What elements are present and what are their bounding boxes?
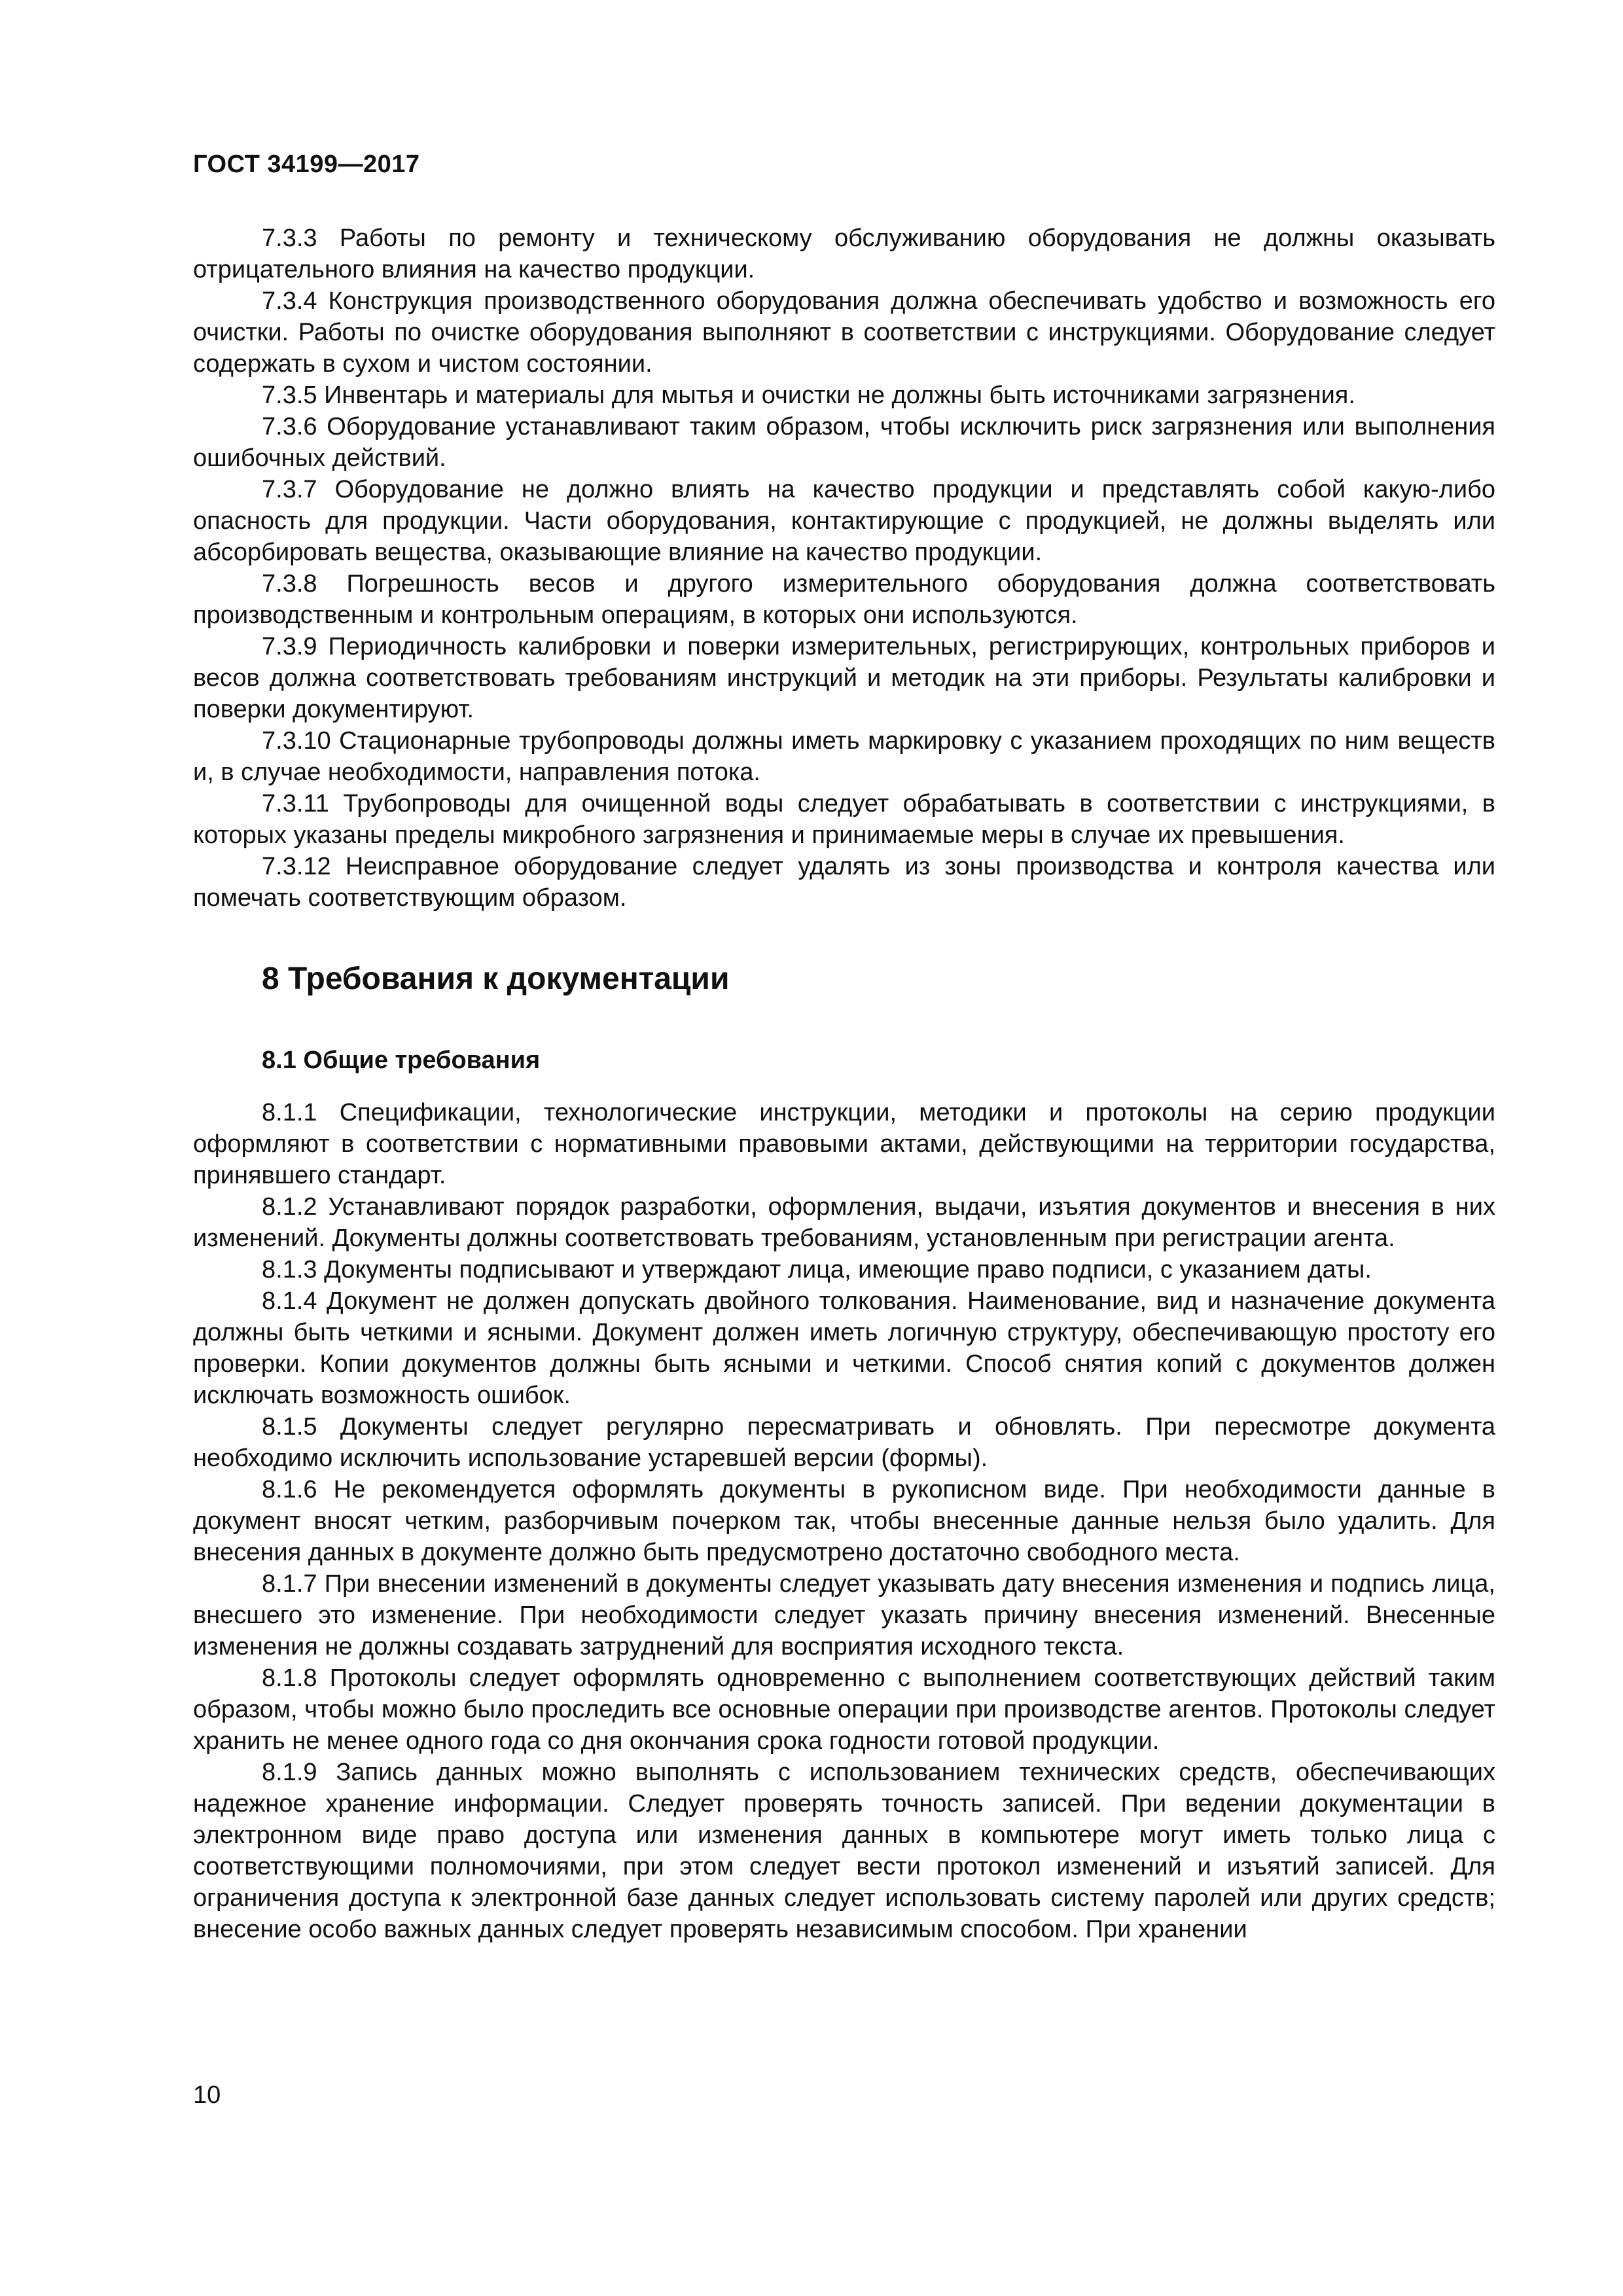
paragraph-7-3-8: 7.3.8 Погрешность весов и другого измерительного оборудования должна соответствовать производственным и контрольным операциям, в которых они используются. [193,570,1495,629]
subsection-heading-8-1: 8.1 Общие требования [262,1047,541,1074]
paragraph-7-3-5: 7.3.5 Инвентарь и материалы для мытья и очистки не должны быть источниками загрязнения. [262,382,1355,409]
paragraph-8-1-4: 8.1.4 Документ не должен допускать двойного толкования. Наименование, вид и назначение документа должны быть четкими и ясными. Документ должен иметь логичную структуру, обеспечивающую простоту его проверки. Копии документов должны быть ясными и четкими. Способ снятия копий с документов должен исключать возможность ошибок. [193,1287,1495,1409]
paragraph-7-3-11: 7.3.11 Трубопроводы для очищенной воды следует обрабатывать в соответствии с инструкциями, в которых указаны пределы микробного загрязнения и принимаемые меры в случае их превышения. [193,790,1495,849]
paragraph-8-1-1: 8.1.1 Спецификации, технологические инструкции, методики и протоколы на серию продукции оформляют в соответствии с нормативными правовыми актами, действующими на территории государства, принявшего стандарт. [193,1099,1495,1189]
paragraph-8-1-2: 8.1.2 Устанавливают порядок разработки, оформления, выдачи, изъятия документов и внесения в них изменений. Документы должны соответствовать требованиям, установленным при регистрации агента. [193,1193,1495,1252]
paragraph-7-3-12: 7.3.12 Неисправное оборудование следует удалять из зоны производства и контроля качества или помечать соответствующим образом. [193,853,1495,912]
paragraph-8-1-9: 8.1.9 Запись данных можно выполнять с использованием технических средств, обеспечивающих надежное хранение информации. Следует проверять точность записей. При ведении документации в электронном виде право доступа или изменения данных в компьютере могут иметь только лица с соответствующими полномочиями, при этом следует вести протокол изменений и изъятий записей. Для ограничения доступа к электронной базе данных следует использовать систему паролей или других средств; внесение особо важных данных следует проверять независимым способом. При хранении [193,1759,1495,1943]
paragraph-8-1-8: 8.1.8 Протоколы следует оформлять одновременно с выполнением соответствующих действий таким образом, чтобы можно было проследить все основные операции при производстве агентов. Протоколы следует хранить не менее одного года со дня окончания срока годности готовой продукции. [193,1664,1495,1755]
page-header-standard-code: ГОСТ 34199—2017 [193,151,420,178]
paragraph-8-1-3: 8.1.3 Документы подписывают и утверждают лица, имеющие право подписи, с указанием даты. [262,1256,1372,1283]
page-body [193,223,1495,1945]
paragraph-7-3-6: 7.3.6 Оборудование устанавливают таким образом, чтобы исключить риск загрязнения или выполнения ошибочных действий. [193,413,1495,472]
page-number: 10 [193,2081,221,2109]
section-heading-8: 8 Требования к документации [262,961,730,996]
paragraph-8-1-5: 8.1.5 Документы следует регулярно пересматривать и обновлять. При пересмотре документа необходимо исключить использование устаревшей версии (формы). [193,1413,1495,1472]
paragraph-7-3-10: 7.3.10 Стационарные трубопроводы должны иметь маркировку с указанием проходящих по ним веществ и, в случае необходимости, направления потока. [193,727,1495,786]
paragraph-7-3-3: 7.3.3 Работы по ремонту и техническому обслуживанию оборудования не должны оказывать отрицательного влияния на качество продукции. [193,224,1495,283]
paragraph-7-3-4: 7.3.4 Конструкция производственного оборудования должна обеспечивать удобство и возможность его очистки. Работы по очистке оборудования выполняют в соответствии с инструкциями. Оборудование следует содержать в сухом и чистом состоянии. [193,287,1495,378]
paragraph-7-3-7: 7.3.7 Оборудование не должно влиять на качество продукции и представлять собой какую-либо опасность для продукции. Части оборудования, контактирующие с продукцией, не должны выделять или абсорбировать вещества, оказывающие влияние на качество продукции. [193,476,1495,566]
paragraph-8-1-7: 8.1.7 При внесении изменений в документы следует указывать дату внесения изменения и подпись лица, внесшего это изменение. При необходимости следует указать причину внесения изменений. Внесенные изменения не должны создавать затруднений для восприятия исходного текста. [193,1570,1495,1660]
paragraph-7-3-9: 7.3.9 Периодичность калибровки и поверки измерительных, регистрирующих, контрольных приборов и весов должна соответствовать требованиям инструкций и методик на эти приборы. Результаты калибровки и поверки документируют. [193,633,1495,723]
paragraph-8-1-6: 8.1.6 Не рекомендуется оформлять документы в рукописном виде. При необходимости данные в документ вносят четким, разборчивым почерком так, чтобы внесенные данные нельзя было удалить. Для внесения данных в документе должно быть предусмотрено достаточно свободного места. [193,1476,1495,1566]
